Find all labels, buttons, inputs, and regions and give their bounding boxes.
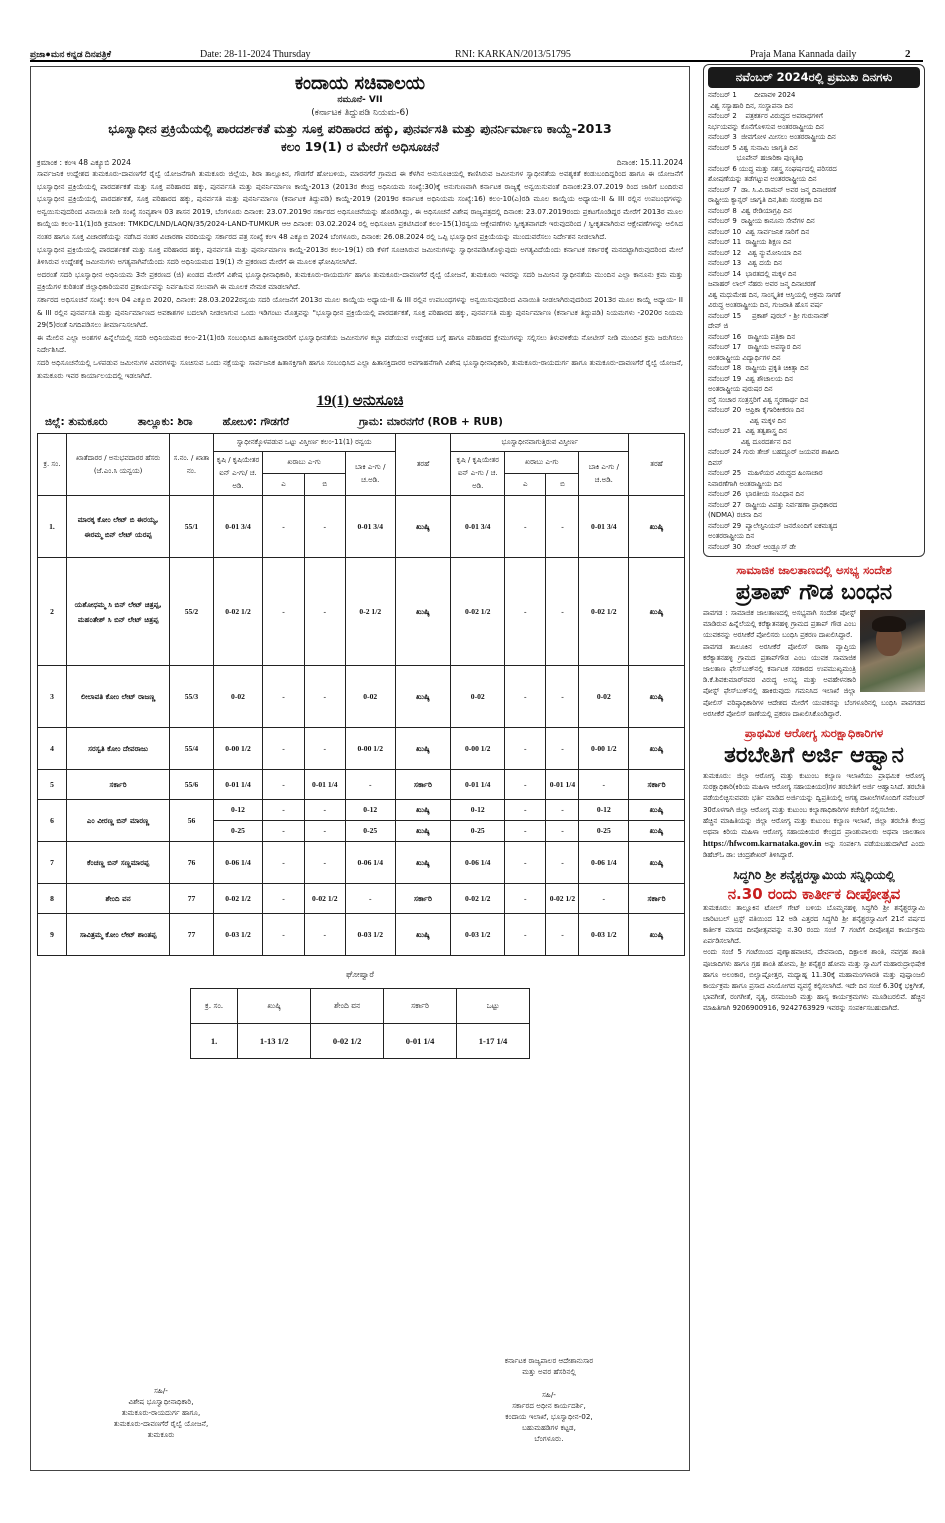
important-day-item: ನವೆಂಬರ್ 9 ರಾಷ್ಟ್ರೀಯ ಕಾನೂನು ಸೇವೆಗಳ ದಿನ xyxy=(708,217,815,225)
owner-name: ಲೀಲಾವತಿ ಕೋಂ ಲೇಟ್ ರಾಜಣ್ಣ xyxy=(66,666,169,728)
col-sl-no: ಕ್ರ. ಸಂ. xyxy=(38,434,67,496)
col-b: ಬಿ xyxy=(304,474,345,496)
form-number: ನಮೂನೆ- VII xyxy=(337,95,383,105)
important-day-item: ರಸ್ತೆ ಸಂಚಾರ ಸಂತ್ರಸ್ತರಿಗೆ ವಿಶ್ವ ಸ್ಮರಣಾರ್ಥ ದಿನ xyxy=(708,395,809,404)
table-row: 2 ಯಶೋಧಮ್ಮ ಸಿ ಬಿನ್ ಲೇಟ್ ಚಿತ್ರಪ್ಪ, ಮಹಂತೇಶ್ ಸಿ ಬಿನ್ ಲೇಟ್ ಚಿತ್ರಪ್ಪ 55/2 0-02 1/2 - - 0-2 1/2 ಖುಷ್ಕಿ 0-02 1/2 - - 0-02 1/2 ಖುಷ್ಕಿ xyxy=(38,558,685,666)
important-day-item: ನವೆಂಬರ್ 18 ರಾಷ್ಟ್ರೀಯ ಪ್ರಕೃತಿ ಚಿಕಿತ್ಸಾ ದಿನ xyxy=(708,364,809,372)
owner-name: ಎಂ ವೀರಣ್ಣ ಬಿನ್ ಮಾರಣ್ಣ xyxy=(66,800,169,842)
col-a2: ಎ xyxy=(505,474,546,496)
important-day-item: ದೇವ್ ಜಿ xyxy=(708,322,729,330)
person-photo xyxy=(860,610,925,692)
article-kicker: ಸಾಮಾಜಿಕ ಜಾಲತಾಣದಲ್ಲಿ ಅಸಭ್ಯ ಸಂದೇಶ xyxy=(736,563,892,577)
important-day-item: ನವೆಂಬರ್ 21 ವಿಶ್ವ ತತ್ವಶಾಸ್ತ್ರ ದಿನ xyxy=(708,427,787,435)
important-day-item: ವಿಶ್ವ ಮಕ್ಕಳ ದಿನ xyxy=(708,416,786,425)
table-row: 3 ಲೀಲಾವತಿ ಕೋಂ ಲೇಟ್ ರಾಜಣ್ಣ 55/3 0-02 - - 0-02 ಖುಷ್ಕಿ 0-02 - - 0-02 ಖುಷ್ಕಿ xyxy=(38,666,685,728)
important-day-item: ವಿರುದ್ಧ ಅಂತರಾಷ್ಟ್ರೀಯ ದಿನ, ಗುಜರಾತಿ ಹೊಸ ವರ್ಷ xyxy=(708,301,823,309)
issue-date: Date: 28-11-2024 Thursday xyxy=(200,48,311,60)
owner-name: ಸರಸ್ವತಿ ಕೋಂ ದೇವರಾಜು xyxy=(66,728,169,770)
table-row: 6 ಎಂ ವೀರಣ್ಣ ಬಿನ್ ಮಾರಣ್ಣ 56 0-12 - - 0-12 ಖುಷ್ಕಿ 0-12 - - 0-12 ಖುಷ್ಕಿ xyxy=(38,800,685,821)
table-row: 1. ಮಾರಕ್ಕ ಕೋಂ ಲೇಟ್ ಬಿ ಈರಯ್ಯ, ಈರಮ್ಮ ಬಿನ್ ಲೇಟ್ ಯರಪ್ಪ 55/1 0-01 3/4 - - 0-01 3/4 ಖುಷ್ಕಿ 0-01 3/4 - - 0-01 3/4 ಖುಷ್ಕಿ xyxy=(38,496,685,558)
summary-title: ಘೋಷ್ವಾರೆ xyxy=(346,970,374,980)
important-day-item: ವಿಶ್ವ ದೂರದರ್ಶನ ದಿನ xyxy=(708,437,792,446)
important-day-item: ನವೆಂಬರ್ 1 ದೀಪಾವಳಿ 2024 xyxy=(708,91,796,99)
important-day-item: ಅಂತರಾಷ್ಟ್ರೀಯ ಪುರುಷರ ದಿನ xyxy=(708,385,773,393)
important-day-item: ಜವಾಹರ್ ಲಾಲ್ ನೆಹರು ಅವರ ಜನ್ಮ ದಿನಾಚರಣೆ xyxy=(708,280,816,288)
signature-right: ಸಹಿ/- ಸರ್ಕಾರದ ಅಧೀನ ಕಾರ್ಯದರ್ಶಿ, ಕಂದಾಯ ಇಲಾಖೆ, ಭೂಸ್ವಾಧೀನ-02, ಬಹುಮಹಡಿಗಳ ಕಟ್ಟಡ, ಬೆಂಗಳೂರು. xyxy=(505,1390,593,1443)
masthead xyxy=(30,48,923,62)
owner-name: ಕೆಂಚಣ್ಣ ಬಿನ್ ಸಣ್ಣಮಾರಪ್ಪ xyxy=(66,842,169,884)
important-days-box xyxy=(703,64,925,557)
important-day-item: ನವೆಂಬರ್ 16 ರಾಷ್ಟ್ರೀಯ ಪತ್ರಿಕಾ ದಿನ xyxy=(708,332,796,341)
important-day-item: ನವೆಂಬರ್ 7 ಡಾ. ಸಿ.ವಿ.ರಾಮನ್ ಅವರ ಜನ್ಮ ದಿನಾಚರಣೆ xyxy=(708,185,837,194)
notice-body xyxy=(37,168,683,382)
important-day-item: ನವೆಂಬರ್ 20 ಆಫ್ರಿಕಾ ಕೈಗಾರಿಕೀಕರಣ ದಿನ xyxy=(708,406,805,414)
important-day-item: ನವೆಂಬರ್ 25 ಮಹಿಳೆಯರ ವಿರುದ್ಧದ ಹಿಂಸಾಚಾರ xyxy=(708,469,823,477)
col-balance: ಬಾಕಿ ಎ-ಗು / ಚ.ಅಡಿ. xyxy=(345,452,395,496)
col-survey: ಸ.ನಂ. / ಖಾತಾ ನಂ. xyxy=(170,434,213,496)
important-day-item: ನವೆಂಬರ್ 13 ವಿಶ್ವ ದಯೆ ದಿನ xyxy=(708,259,782,267)
important-day-item: ನವೆಂಬರ್ 29 ಪ್ಯಾಲೇಸ್ಟಿನಿಯನ್ ಜನರೊಂದಿಗೆ ಐಕಮತ್ಯದ xyxy=(708,521,838,530)
col-agri2: ಕೃಷಿ / ಕೃಷಿಯೇತರ ಐನ್ ಎ-ಗು / ಚ. ಅಡಿ. xyxy=(451,452,505,496)
important-day-item: ನವೆಂಬರ್ 17 ರಾಷ್ಟ್ರೀಯ ಅಪಸ್ಮಾರ ದಿನ xyxy=(708,343,801,351)
section-title: ಕಲಂ 19(1) ರ ಮೇರೆಗೆ ಅಧಿಸೂಚನೆ xyxy=(280,139,440,154)
table-row: 4 ಸರಸ್ವತಿ ಕೋಂ ದೇವರಾಜು 55/4 0-00 1/2 - - 0-00 1/2 ಖುಷ್ಕಿ 0-00 1/2 - - 0-00 1/2 ಖುಷ್ಕಿ xyxy=(38,728,685,770)
col-b2: ಬಿ xyxy=(546,474,579,496)
reference-date: ದಿನಾಂಕ: 15.11.2024 xyxy=(616,158,683,167)
paper-name: Praja Mana Kannada daily xyxy=(750,48,857,60)
hobli: ಹೋಬಳಿ: ಗೌಡಗೆರೆ xyxy=(222,416,290,429)
important-day-item: ವಿಶ್ವ ಸಸ್ಯಾಹಾರಿ ದಿನ, ಸಂಸ್ಥಾಪನಾ ದಿನ xyxy=(708,101,793,110)
important-day-item: ನವೆಂಬರ್ 24 ಗುರು ತೇಜ್ ಬಹದ್ದೂರ್ ಜಯವರ ಶಾಹೀದಿ xyxy=(708,448,839,456)
important-day-item: ನವೆಂಬರ್ 5 ವಿಶ್ವ ಸುನಾಮಿ ಜಾಗೃತಿ ದಿನ xyxy=(708,143,798,152)
important-day-item: ನವೆಂಬರ್ 3 ಜೀವಗೋಳ ಮೀಸಲು ಅಂತರರಾಷ್ಟ್ರೀಯ ದಿನ xyxy=(708,133,836,141)
important-day-item: ನಿವಾರಣೆಗಾಗಿ ಅಂತರಾಷ್ಟ್ರೀಯ ದಿನ xyxy=(708,479,783,488)
notice-paragraph: ಸದರಿ ಅಧಿಸೂಚನೆಯಲ್ಲಿ ಒಳಪಡುವ ಜಮೀನುಗಳ ವಿವರಗಳನ್ನು ಸೂಚಿಸುವ ಒಂದು ನಕ್ಷೆಯನ್ನು ಸಾರ್ವಜನಿಕ ಹಿತಾಸಕ್ತಿಗಾಗಿ ಹಾಗೂ ಸಂಬಂಧಿಸಿದ ಎಲ್ಲಾ ಹಿತಾಸಕ್ತಿದಾರರ ಅವಗಾಹನೆಗಾಗಿ ವಿಶೇಷ ಭೂಸ್ವಾಧೀನಾಧಿಕಾರಿ, ತುಮಕೂರು-ರಾಯದುರ್ಗ ಹಾಗೂ ತುಮಕೂರು-ದಾವಣಗೆರೆ ರೈಲ್ವೆ ಯೋಜನೆ, ತುಮಕೂರು ಇವರ ಕಾರ್ಯಾಲಯದಲ್ಲಿ ಇಡಲಾಗಿದೆ. xyxy=(37,357,683,380)
important-day-item: ನವೆಂಬರ್ 6 ಯುದ್ಧ ಮತ್ತು ಸಶಸ್ತ್ರ ಸಂಘರ್ಷದಲ್ಲಿ ಪರಿಸರದ xyxy=(708,164,837,173)
owner-name: ಸಾವಿತ್ರಮ್ಮ ಕೋಂ ಲೇಟ್ ಶಾಂತಪ್ಪ xyxy=(66,914,169,956)
newspaper-logo: ಪ್ರಜಾ●ಮನ ಕನ್ನಡ ದಿನಪತ್ರಿಕೆ xyxy=(30,48,112,59)
owner-name: ಶೇಂದಿ ವನ xyxy=(66,884,169,914)
summary-table xyxy=(190,988,530,1059)
owner-name: ಮಾರಕ್ಕ ಕೋಂ ಲೇಟ್ ಬಿ ಈರಯ್ಯ, ಈರಮ್ಮ ಬಿನ್ ಲೇಟ್ ಯರಪ್ಪ xyxy=(66,496,169,558)
col-group-acquired: ಭೂಸ್ವಾಧೀನವಾಗುತ್ತಿರುವ ವಿಸ್ತೀರ್ಣ xyxy=(451,434,629,452)
rule-reference: (ಕರ್ನಾಟಕ ತಿದ್ದುಪಡಿ ನಿಯಮ-6) xyxy=(311,108,409,118)
col-group-total: ಸ್ವಾಧೀನಕ್ಕೊಳಪಡುವ ಒಟ್ಟು ವಿಸ್ತೀರ್ಣ ಕಲಂ-11(1) ರನ್ವಯ xyxy=(213,434,395,452)
important-day-item: ನವೆಂಬರ್ 26 ಭಾರತೀಯ ಸಂವಿಧಾನ ದಿನ xyxy=(708,490,804,498)
page-number: 2 xyxy=(905,48,911,60)
governor-order: ಕರ್ನಾಟಕ ರಾಜ್ಯಪಾಲರ ಆದೇಶಾನುಸಾರ ಮತ್ತು ಅವರ ಹೆಸರಿನಲ್ಲಿ xyxy=(504,1356,594,1376)
important-day-item: ನವೆಂಬರ್ 10 ವಿಶ್ವ ಸಾರ್ವಜನಿಕ ಸಾರಿಗೆ ದಿನ xyxy=(708,227,810,236)
village: ಗ್ರಾಮ: ಮಾರನಗೆರೆ (ROB + RUB) xyxy=(359,416,503,429)
col-kharab: ಖರಾಬು ಎ-ಗು xyxy=(263,452,346,474)
owner-name: ಸರ್ಕಾರಿ xyxy=(66,770,169,800)
article-body: ತುಮಕೂರು: ಜಿಲ್ಲಾ ಆರೋಗ್ಯ ಮತ್ತು ಕುಟುಂಬ ಕಲ್ಯಾಣ ಇಲಾಖೆಯು ಪ್ರಾಥಮಿಕ ಆರೋಗ್ಯ ಸುರಕ್ಷಾಧಿಕಾರಿ(ಕಿರಿಯ ಮಹಿಳಾ ಆರೋಗ್ಯ ಸಹಾಯಕಿಯರ)ಗಳ ತರಬೇತಿಗೆ ಅರ್ಜಿ ಆಹ್ವಾನಿಸಿದೆ. ತರಬೇತಿ ಪಡೆಯಲಿಚ್ಛಿಸುವವರು ಭರ್ತಿ ಮಾಡಿದ ಅರ್ಜಿಯನ್ನು ದ್ವಿಪ್ರತಿಯಲ್ಲಿ ಅಗತ್ಯ ದಾಖಲೆಗಳೊಂದಿಗೆ ನವೆಂಬರ್ 30ರೊಳಗಾಗಿ ಜಿಲ್ಲಾ ಆರೋಗ್ಯ ಮತ್ತು ಕುಟುಂಬ ಕಲ್ಯಾಣಾಧಿಕಾರಿಗಳ ಕಚೇರಿಗೆ ಸಲ್ಲಿಸಬೇಕು. ಹೆಚ್ಚಿನ ಮಾಹಿತಿಯನ್ನು ಜಿಲ್ಲಾ ಆರೋಗ್ಯ ಮತ್ತು ಕುಟುಂಬ ಕಲ್ಯಾಣ ಇಲಾಖೆ, ಜಿಲ್ಲಾ ತರಬೇತಿ ಕೇಂದ್ರ ಅಥವಾ ಕಿರಿಯ ಮಹಿಳಾ ಆರೋಗ್ಯ ಸಹಾಯಕಿಯರ ಕೇಂದ್ರದ ಪ್ರಾಂಶುಪಾಲರು ಅಥವಾ ಜಾಲತಾಣ https://hfwcom.karnataka.gov.in ಅನ್ನು ಸಂಪರ್ಕಿಸಿ ಪಡೆಯಬಹುದಾಗಿದೆ ಎಂದು ಡಿಹೆಚ್‌ಓ ಡಾ: ಚಂದ್ರಶೇಖರ್ ತಿಳಿಸಿದ್ದಾರೆ. xyxy=(703,772,925,860)
notice-paragraph: ಅದರಂತೆ ಸದರಿ ಭೂಸ್ವಾಧೀನ ಅಧಿನಿಯಮ 3ನೇ ಪ್ರಕರಣದ (ಜಿ) ಖಂಡದ ಮೇರೆಗೆ ವಿಶೇಷ ಭೂಸ್ವಾಧೀನಾಧಿಕಾರಿ, ತುಮಕೂರು-ರಾಯದುರ್ಗ ಹಾಗೂ ತುಮಕೂರು-ದಾವಣಗೆರೆ ರೈಲ್ವೆ ಯೋಜನೆ, ತುಮಕೂರು ಇವರನ್ನು ಸದರಿ ಜಮೀನಿನ ಸ್ವಾಧೀನತೆಯ ಮುಂದಿನ ಎಲ್ಲಾ ಕಾನೂನು ಕ್ರಮ ಮತ್ತು ಪ್ರಕ್ರಿಯೆಗಳ ಕುರಿತಂತೆ ಜಿಲ್ಲಾಧಿಕಾರಿಯವರ ಪ್ರಕಾರ್ಯವನ್ನು ನಿರ್ವಹಿಸುವ ಸಲುವಾಗಿ ಈ ಮೂಲಕ ನೇಮಕ ಮಾಡಲಾಗಿದೆ. xyxy=(37,269,683,292)
office-title: ಕಂದಾಯ ಸಚಿವಾಲಯ xyxy=(294,73,426,94)
important-day-item: ರಾಷ್ಟ್ರೀಯ ಕ್ಯಾನ್ಸರ್ ಜಾಗೃತಿ ದಿನ,ಶಿಶು ಸಂರಕ್ಷಣಾ ದಿನ xyxy=(708,196,823,204)
important-day-item: ನವೆಂಬರ್ 15 ಪ್ರಕಾಶ್ ಪುರಬ್ - ಶ್ರೀ ಗುರುನಾನಕ್ xyxy=(708,311,829,320)
taluk: ತಾಲ್ಲೂಕು: ಶಿರಾ xyxy=(137,416,193,429)
article-headline: ನ.30 ರಂದು ಕಾರ್ತೀಕ ದೀಪೋತ್ಸವ xyxy=(727,884,901,903)
col-owner: ಖಾತೆದಾರರ / ಅನುಭವದಾರರ ಹೆಸರು (ಜೆ.ಎಂ.ಸಿ ಯನ್ವಯ) xyxy=(66,434,169,496)
article-kicker: ಪ್ರಾಥಮಿಕ ಆರೋಗ್ಯ ಸುರಕ್ಷಾಧಿಕಾರಿಗಳ xyxy=(744,726,884,741)
col-type2: ತರಹೆ xyxy=(629,434,685,496)
article-headline: ಪ್ರತಾಪ್ ಗೌಡ ಬಂಧನ xyxy=(735,580,893,605)
article-headline: ತರಬೇತಿಗೆ ಅರ್ಜಿ ಆಹ್ವಾನ xyxy=(724,743,904,769)
notice-paragraph: ಭೂಸ್ವಾಧೀನ ಪ್ರಕ್ರಿಯೆಯಲ್ಲಿ ಪಾರದರ್ಶಕತೆ ಮತ್ತು ಸೂಕ್ತ ಪರಿಹಾರದ ಹಕ್ಕು, ಪುನರ್ವಸತಿ ಮತ್ತು ಪುನರ್ನಿರ್ಮಾಣ ಕಾಯ್ದೆ-2013ರ ಕಲಂ-19(1) ರಡಿ ಕೆಳಗೆ ಸೂಚಿಸಿರುವ ಜಮೀನುಗಳನ್ನು ಸ್ವಾಧೀನಪಡಿಸಿಕೊಳ್ಳುವುದು ಅಗತ್ಯವಿದೆಯೆಂದು ಕರ್ನಾಟಕ ಸರ್ಕಾರಕ್ಕೆ ಮನದಟ್ಟಾಗಿರುವುದರಿಂದ ಮೇಲೆ ತಿಳಿಸಿರುವ ಉದ್ದೇಶಕ್ಕೆ ಜಮೀನುಗಳು ಅಗತ್ಯವಾಗಿವೆಯೆಂದು ಸದರಿ ಅಧಿನಿಯಮದ 19(1) ನೇ ಪ್ರಕರಣದ ಮೇರೆಗೆ ಈ ಮೂಲಕ ಘೋಷಿಸಲಾಗಿದೆ. xyxy=(37,244,683,267)
reference-line xyxy=(37,158,683,168)
table-row: 7 ಕೆಂಚಣ್ಣ ಬಿನ್ ಸಣ್ಣಮಾರಪ್ಪ 76 0-06 1/4 - - 0-06 1/4 ಖುಷ್ಕಿ 0-06 1/4 - - 0-06 1/4 ಖುಷ್ಕಿ xyxy=(38,842,685,884)
col-balance2: ಬಾಕಿ ಎ-ಗು / ಚ.ಅಡಿ. xyxy=(579,452,629,496)
article-body: ತುಮಕೂರು: ತಾಲ್ಲೂಕಿನ ಟೋಲ್ ಗೇಟ್ ಬಳಿಯ ಬೊಮ್ಮನಹಳ್ಳಿ ಸಿದ್ಧಗಿರಿ ಶ್ರೀ ಶನೈಶ್ಚರಸ್ವಾಮಿ ಚಾರಿಟಬಲ್ ಟ್ರಸ್ಟ್ ವತಿಯಿಂದ 12 ಅಡಿ ಎತ್ತರದ ಸಿದ್ಧಗಿರಿ ಶ್ರೀ ಶನೈಶ್ಚರಸ್ವಾಮಿಗೆ 21ನೆ ವರ್ಷದ ಕಾರ್ತೀಕ ಮಾಸದ ದೀಪೋತ್ಸವವನ್ನು ನ.30 ರಂದು ಸಂಜೆ 7 ಗಂಟೆಗೆ ದೀಪೋತ್ಸವ ಕಾರ್ಯಕ್ರಮ ಏರ್ಪಡಿಸಲಾಗಿದೆ. ಅಂದು ಸಂಜೆ 5 ಗಂಟೆಯಿಂದ ಪುಣ್ಯಾಹವಾಚನ, ದೇವನಾಂದಿ, ದಿಕ್ಪಾಲಕ ಶಾಂತಿ, ನವಗ್ರಹ ಶಾಂತಿ ಪೂಜಾದಿಗಳು ಹಾಗೂ ಗ್ರಹ ಶಾಂತಿ ಹೋಮ, ಶ್ರೀ ಶನೈಶ್ಚರ ಹೋಮ ಮತ್ತು ಸ್ವಾಮಿಗೆ ಮಹಾರುದ್ರಾಭಿಷೇಕ ಹಾಗೂ ಅಲಂಕಾರ, ಬಿಲ್ವಾಷ್ಟೋತ್ತರ, ಮಧ್ಯಾಹ್ನ 11.30ಕ್ಕೆ ಮಹಾಮಂಗಳಾರತಿ ಮತ್ತು ಪುಷ್ಪಾಂಜಲಿ ಕಾರ್ಯಕ್ರಮ ಹಾಗೂ ಪ್ರಸಾದ ವಿನಿಯೋಗದ ವ್ಯವಸ್ಥೆ ಕಲ್ಪಿಸಲಾಗಿದೆ. ಇದೇ ದಿನ ಸಂಜೆ 6.30ಕ್ಕೆ ಭಕ್ತಿಗೀತೆ, ಭಾವಗೀತೆ, ರಂಗಗೀತೆ, ನೃತ್ಯ, ರಸಮಂಜರಿ ಮತ್ತು ಹಾಸ್ಯ ಕಾರ್ಯಕ್ರಮಗಳು ಮೂಡಿಬರಲಿವೆ. ಹೆಚ್ಚಿನ ಮಾಹಿತಿಗಾಗಿ 9206900916, 9242763929 ಇವರನ್ನು ಸಂಪರ್ಕಿಸಬಹುದಾಗಿದೆ. xyxy=(703,903,925,1013)
table-row: 0-25 - - 0-25 ಖುಷ್ಕಿ 0-25 - - 0-25 ಖುಷ್ಕಿ xyxy=(38,821,685,842)
important-day-item: ನವೆಂಬರ್ 2 ಪತ್ರಕರ್ತರ ವಿರುದ್ಧದ ಅಪರಾಧಗಳಿಗೆ xyxy=(708,112,823,120)
important-day-item: ಶೋಷಣೆಯನ್ನು ತಡೆಗಟ್ಟುವ ಅಂತರರಾಷ್ಟ್ರೀಯ ದಿನ xyxy=(708,175,817,183)
important-days-title: ನವೆಂಬರ್ 2024ರಲ್ಲಿ ಪ್ರಮುಖ ದಿನಗಳು xyxy=(708,67,920,88)
important-day-item: ನವೆಂಬರ್ 19 ವಿಶ್ವ ಶೌಚಾಲಯ ದಿನ xyxy=(708,374,793,383)
table-row: 8 ಶೇಂದಿ ವನ 77 0-02 1/2 - 0-02 1/2 - ಸರ್ಕಾರಿ 0-02 1/2 - 0-02 1/2 - ಸರ್ಕಾರಿ xyxy=(38,884,685,914)
important-day-item: ನವೆಂಬರ್ 14 ಭಾರತದಲ್ಲಿ ಮಕ್ಕಳ ದಿನ xyxy=(708,269,797,278)
table-row: 5 ಸರ್ಕಾರಿ 55/6 0-01 1/4 - 0-01 1/4 - ಸರ್ಕಾರಿ 0-01 1/4 - 0-01 1/4 - ಸರ್ಕಾರಿ xyxy=(38,770,685,800)
schedule-table xyxy=(37,433,685,956)
article-body: ಪಾವಗಡ : ಸಾಮಾಜಿಕ ಜಾಲತಾಣದಲ್ಲಿ ಅಸಭ್ಯವಾಗಿ ಸಂದೇಶ ಪೋಸ್ಟ್ ಮಾಡಿರುವ ಹಿನ್ನೆಲೆಯಲ್ಲಿ ಕರೆಕ್ಯಾತನಹಳ್ಳಿ ಗ್ರಾಮದ ಪ್ರತಾಪ್ ಗೌಡ ಎಂಬ ಯುವಕನನ್ನು ಅರಸೀಕೆರೆ ಪೋಲಿಸರು ಬಂಧಿಸಿ ಪ್ರಕರಣ ದಾಖಲಿಸಿದ್ದಾರೆ. ಪಾವಗಡ ತಾಲೂಕಿನ ಅರಸೀಕೆರೆ ಪೋಲಿಸ್ ಠಾಣಾ ವ್ಯಾಪ್ತಿಯ ಕರೆಕ್ಯಾತನಹಳ್ಳಿ ಗ್ರಾಮದ ಪ್ರತಾಪ್‌ಗೌಡ ಎಂಬ ಯುವಕ ಸಾಮಾಜಿಕ ಜಾಲತಾಣ ಫೇಸ್‌ಬುಕ್‌ನಲ್ಲಿ ಕರ್ನಾಟಕ ಸರಕಾರದ ಉಪಮುಖ್ಯಮಂತ್ರಿ ಡಿ.ಕೆ.ಶಿವಕುಮಾರ್‌ರವರ ವಿರುದ್ಧ ಅಸಭ್ಯ ಮತ್ತು ಅವಹೇಳನಕಾರಿ ಪೋಸ್ಟ್ ಫೇಸ್‌ಬುಕ್‌ನಲ್ಲಿ ಹಾಕಿರುವುದು ಗಮನಿಸಿದ ಇಲಾಖೆ ಜಿಲ್ಲಾ ಪೋಲಿಸ್ ವರಿಷ್ಠಾಧಿಕಾರಿಗಳ ಆದೇಶದ ಮೇರೆಗೆ ಯುವಕನನ್ನು ಬೆಂಗಳೂರಿನಲ್ಲಿ ಬಂಧಿಸಿ ಪಾವಗಡದ ಅರಸೀಕೆರೆ ಪೋಲಿಸ್ ಠಾಣೆಯಲ್ಲಿ ಪ್ರಕರಣ ದಾಖಲಿಸಿಕೊಂಡಿದ್ದಾರೆ. xyxy=(703,609,925,718)
table-row: 9 ಸಾವಿತ್ರಮ್ಮ ಕೋಂ ಲೇಟ್ ಶಾಂತಪ್ಪ 77 0-03 1/2 - - 0-03 1/2 ಖುಷ್ಕಿ 0-03 1/2 - - 0-03 1/2 ಖುಷ್ಕಿ xyxy=(38,914,685,956)
important-day-item: ವಿಶ್ವ ಮಧುಮೇಹ ದಿನ, ಸಾಂಸ್ಕೃತಿಕ ಆಸ್ತಿಯಲ್ಲಿ ಅಕ್ರಮ ಸಾಗಣೆ xyxy=(708,290,841,299)
important-day-item: ಭೂಪೇನ್ ಹಜಾರಿಕಾ ಪುಣ್ಯತಿಥಿ xyxy=(708,154,804,162)
summary-value-row: 1. 1-13 1/2 0-02 1/2 0-01 1/4 1-17 1/4 xyxy=(191,1024,530,1059)
district: ಜಿಲ್ಲೆ: ತುಮಕೂರು xyxy=(45,416,108,429)
important-day-item: ನವೆಂಬರ್ 30 ಸೇಂಟ್ ಆಂಡ್ರ್ಯೂಸ್ ಡೇ xyxy=(708,542,797,551)
important-day-item: ನವೆಂಬರ್ 8 ವಿಶ್ವ ರೇಡಿಯಾಗ್ರಫಿ ದಿನ xyxy=(708,206,792,215)
summary-header-row: ಕ್ರ. ಸಂ. ಖುಷ್ಕಿ ಶೇಂದಿ ವನ ಸರ್ಕಾರಿ ಒಟ್ಟು xyxy=(191,989,530,1024)
important-day-item: ನವೆಂಬರ್ 27 ರಾಷ್ಟ್ರೀಯ ವಿಪತ್ತು ನಿರ್ವಹಣಾ ಪ್ರಾಧಿಕಾರದ xyxy=(708,500,838,509)
location-line xyxy=(45,416,683,429)
col-type: ತರಹೆ xyxy=(395,434,451,496)
notice-paragraph: ಈ ಮೇಲಿನ ಎಲ್ಲಾ ಅಂಶಗಳ ಹಿನ್ನೆಲೆಯಲ್ಲಿ ಸದರಿ ಅಧಿನಿಯಮದ ಕಲಂ-21(1)ರಡಿ ಸಂಬಂಧಿಸಿದ ಹಿತಾಸಕ್ತಿದಾರರಿಗೆ ಭೂಸ್ವಾಧೀನತೆಯ ಜಮೀನುಗಳ ಕಬ್ಜಾ ಪಡೆಯುವ ಉದ್ದೇಶದ ಬಗ್ಗೆ ಹಾಗೂ ಪರಿಹಾರದ ಕ್ಲೇಮುಗಳನ್ನು ಸಲ್ಲಿಸಲು ತಿಳುವಳಿಕೆಯ ನೋಟೀಸ್ ನೀಡಿ ಮುಂದಿನ ಕ್ರಮ ಜರುಗಿಸಲು ನಿರ್ದೇಶಿಸಿದೆ. xyxy=(37,332,683,355)
act-title: ಭೂಸ್ವಾಧೀನ ಪ್ರಕ್ರಿಯೆಯಲ್ಲಿ ಪಾರದರ್ಶಕತೆ ಮತ್ತು ಸೂಕ್ತ ಪರಿಹಾರದ ಹಕ್ಕು, ಪುನರ್ವಸತಿ ಮತ್ತು ಪುನರ್ನಿರ್ಮಾಣ ಕಾಯ್ದೆ-2013 xyxy=(108,121,612,136)
schedule-title: 19(1) ಅನುಸೂಚಿ xyxy=(316,393,404,410)
important-day-item: ದಿವಸ್ xyxy=(708,458,723,467)
important-day-item: (NDMA) ರಚನಾ ದಿನ xyxy=(708,511,762,519)
col-a: ಎ xyxy=(263,474,304,496)
signature-left: ಸಹಿ/- ವಿಶೇಷ ಭೂಸ್ವಾಧೀನಾಧಿಕಾರಿ, ತುಮಕೂರು-ರಾಯದುರ್ಗ ಹಾಗೂ, ತುಮಕೂರು-ದಾವಣಗೆರೆ ರೈಲ್ವೆ ಯೋಜನೆ, ತುಮಕೂರು xyxy=(113,1386,209,1439)
website-link[interactable]: https://hfwcom.karnataka.gov.in xyxy=(703,838,822,849)
important-day-item: ನವೆಂಬರ್ 12 ವಿಶ್ವ ನ್ಯುಮೋನಿಯಾ ದಿನ xyxy=(708,248,802,257)
important-day-item: ನಿರ್ಭಯವನ್ನು ಕೊನೆಗೊಳಿಸುವ ಅಂತರರಾಷ್ಟ್ರೀಯ ದಿನ xyxy=(708,122,824,131)
sidebar xyxy=(703,64,925,1015)
important-day-item: ನವೆಂಬರ್ 11 ರಾಷ್ಟ್ರೀಯ ಶಿಕ್ಷಣ ದಿನ xyxy=(708,238,792,246)
owner-name: ಯಶೋಧಮ್ಮ ಸಿ ಬಿನ್ ಲೇಟ್ ಚಿತ್ರಪ್ಪ, ಮಹಂತೇಶ್ ಸಿ ಬಿನ್ ಲೇಟ್ ಚಿತ್ರಪ್ಪ xyxy=(66,558,169,666)
col-agri: ಕೃಷಿ / ಕೃಷಿಯೇತರ ಐನ್ ಎ-ಗು/ ಚ. ಅಡಿ. xyxy=(213,452,263,496)
important-day-item: ಅಂತರಾಷ್ಟ್ರೀಯ ವಿದ್ಯಾರ್ಥಿಗಳ ದಿನ xyxy=(708,353,781,362)
article-kicker: ಸಿದ್ಧಗಿರಿ ಶ್ರೀ ಶನೈಶ್ಚರಸ್ವಾಮಿಯ ಸನ್ನಿಧಿಯಲ್ಲಿ xyxy=(733,867,895,882)
rni-number: RNI: KARKAN/2013/51795 xyxy=(455,48,571,60)
important-day-item: ಅಂತರರಾಷ್ಟ್ರೀಯ ದಿನ xyxy=(708,532,755,540)
notice-paragraph: ಸಾರ್ವಜನಿಕ ಉದ್ದೇಶದ ತುಮಕೂರು-ದಾವಣಗೆರೆ ರೈಲ್ವೆ ಯೋಜನೆಗಾಗಿ ತುಮಕೂರು ಜಿಲ್ಲೆಯ, ಶಿರಾ ತಾಲ್ಲೂಕಿನ, ಗೌಡಗೆರೆ ಹೋಬಳಿಯ, ಮಾರನಗೆರೆ ಗ್ರಾಮದ ಈ ಕೆಳಗಿನ ಅನುಸೂಚಿಯಲ್ಲಿ ಕಾಣಿಸಿರುವ ಜಮೀನುಗಳ ಸ್ವಾಧೀನತೆಯ ಅವಶ್ಯಕತೆ ಕಂಡುಬಂದಿದ್ದರಿಂದ ಹಾಗೂ ಈ ಯೋಜನೆಗೆ ಭೂಸ್ವಾಧೀನ ಪ್ರಕ್ರಿಯೆಯಲ್ಲಿ ಪಾರದರ್ಶಕತೆ ಮತ್ತು ಸೂಕ್ತ ಪರಿಹಾರದ ಹಕ್ಕು, ಪುನರ್ವಸತಿ ಮತ್ತು ಪುನರ್ನಿರ್ಮಾಣ ಕಾಯ್ದೆ-2013 (2013ರ ಕೇಂದ್ರ ಅಧಿನಿಯಮ ಸಂಖ್ಯೆ:30)ಕ್ಕೆ ಅನುಗುಣವಾಗಿ ಕರ್ನಾಟಕ ರಾಜ್ಯಕ್ಕೆ ಅನ್ವಯಿಸುವಂತೆ ದಿನಾಂಕ:23.07.2019 ರಿಂದ ಜಾರಿಗೆ ಬಂದಿರುವ ಭೂಸ್ವಾಧೀನ ಪ್ರಕ್ರಿಯೆಯಲ್ಲಿ ಪಾರದರ್ಶಕತೆ, ಸೂಕ್ತ ಪರಿಹಾರದ ಹಕ್ಕು, ಪುನರ್ವಸತಿ ಮತ್ತು ಪುನರ್ನಿರ್ಮಾಣ (ಕರ್ನಾಟಕ ತಿದ್ದುಪಡಿ) ಕಾಯ್ದೆ-2019 (2019ರ ಕರ್ನಾಟಕ ಅಧಿನಿಯಮ ಸಂಖ್ಯೆ:16) ಕಲಂ-10(ಎ)ರಡಿ ಮೂಲ ಕಾಯ್ದೆಯ ಅಧ್ಯಾಯ-II & III ರಲ್ಲಿನ ಉಪಬಂಧಗಳನ್ನು ಅನ್ವಯಿಸುವುದರಿಂದ ವಿನಾಯಿತಿ ನೀಡಿ ಸಂಖ್ಯೆ ಸಂವ್ಯಶಾಇ 03 ಶಾಸನ 2019, ಬೆಂಗಳೂರು ದಿನಾಂಕ: 23.07.2019ರ ಸರ್ಕಾರದ ಅಧಿಸೂಚನೆಯನ್ನು ಹೊರಡಿಸಿದ್ದು, ಈ ಅಧಿಸೂಚನೆ ವಿಶೇಷ ರಾಜ್ಯಪತ್ರದಲ್ಲಿ ದಿನಾಂಕ: 23.07.2019ರಂದು ಪ್ರಕಟಗೊಂಡಿದ್ದರ ಮೇರೆಗೆ 2013ರ ಮೂಲ ಕಾಯ್ದೆಯ ಕಲಂ-11(1)ರಡಿ ಕ್ರಮಾಂಕ: TMKDC/LND/LAQN/35/2024-LAND-TUMKUR ಆಆ ದಿನಾಂಕ: 03.02.2024 ರಲ್ಲಿ ಅಧಿಸೂಚಿಸಿ ಪ್ರಕಟಿಸಿದಂತೆ ಕಲಂ-15(1)ರನ್ವಯ ಆಕ್ಷೇಪಣೆಗಳು ಸ್ವೀಕೃತವಾಗದೇ ಇರುವುದರಿಂದ / ಸ್ವೀಕೃತವಾಗಿರುವ ಆಕ್ಷೇಪಣೆಗಳನ್ನು ಆಲಿಸಿದ ನಂತರ ಹಾಗೂ ಸೂಕ್ತ ವಿಚಾರಣೆಯನ್ನು ನಡೆಸಿದ ನಂತರ ವಿಚಾರಣಾ ವರದಿಯನ್ನು ಸರ್ಕಾರದ ಪತ್ರ ಸಂಖ್ಯೆ ಕಂಇ 48 ಎಕ್ಯೂಬಿ 2024 ಬೆಂಗಳೂರು, ದಿನಾಂಕ: 26.08.2024 ರಲ್ಲಿ ಒಪ್ಪಿ ಭೂಸ್ವಾಧೀನ ಪ್ರಕ್ರಿಯೆಯನ್ನು ಮುಂದುವರೆಸಲು ನಿರ್ದೇಶನ ನೀಡಲಾಗಿದೆ. xyxy=(37,169,683,241)
reference-number: ಕ್ರಮಾಂಕ : ಕಂಇ 48 ಎಕ್ಯೂಬಿ 2024 xyxy=(37,158,131,167)
notice-paragraph: ಸರ್ಕಾರದ ಅಧಿಸೂಚನೆ ಸಂಖ್ಯೆ: ಕಂಇ 04 ಎಕ್ಯೂಬಿ 2020, ದಿನಾಂಕ: 28.03.2022ರನ್ವಯ ಸದರಿ ಯೋಜನೆಗೆ 2013ರ ಮೂಲ ಕಾಯ್ದೆಯ ಅಧ್ಯಾಯ-II & III ರಲ್ಲಿನ ಉಪಬಂಧಗಳನ್ನು ಅನ್ವಯಿಸುವುದರಿಂದ ವಿನಾಯಿತಿ ನೀಡಲಾಗಿರುವುದರಿಂದ 2013ರ ಮೂಲ ಕಾಯ್ದೆ ಅಧ್ಯಾಯ- II & III ರಲ್ಲಿನ ಪುನರ್ವಸತಿ ಮತ್ತು ಪುನರ್ನಿರ್ಮಾಣದ ಅವಕಾಶಗಳ ಬದಲಾಗಿ ನೀಡಲಾಗುವ ಒಂದು ಇಡಿಗಂಟು ಮೊತ್ತವನ್ನು "ಭೂಸ್ವಾಧೀನ ಪ್ರಕ್ರಿಯೆಯಲ್ಲಿ ಪಾರದರ್ಶಕತೆ, ಸೂಕ್ತ ಪರಿಹಾರದ ಹಕ್ಕು, ಪುನರ್ವಸತಿ ಮತ್ತು ಪುನರ್ನಿರ್ಮಾಣ (ಕರ್ನಾಟಕ ತಿದ್ದುಪಡಿ) ನಿಯಮಗಳು -2020ರ ನಿಯಮ 29(5)ರಂತೆ ನಿಗದಿಪಡಿಸಲು ತೀರ್ಮಾನಿಸಲಾಗಿದೆ. xyxy=(37,294,683,330)
land-acquisition-notice xyxy=(30,66,690,1471)
important-days-list xyxy=(708,90,920,552)
col-kharab2: ಖರಾಬು ಎ-ಗು xyxy=(505,452,579,474)
